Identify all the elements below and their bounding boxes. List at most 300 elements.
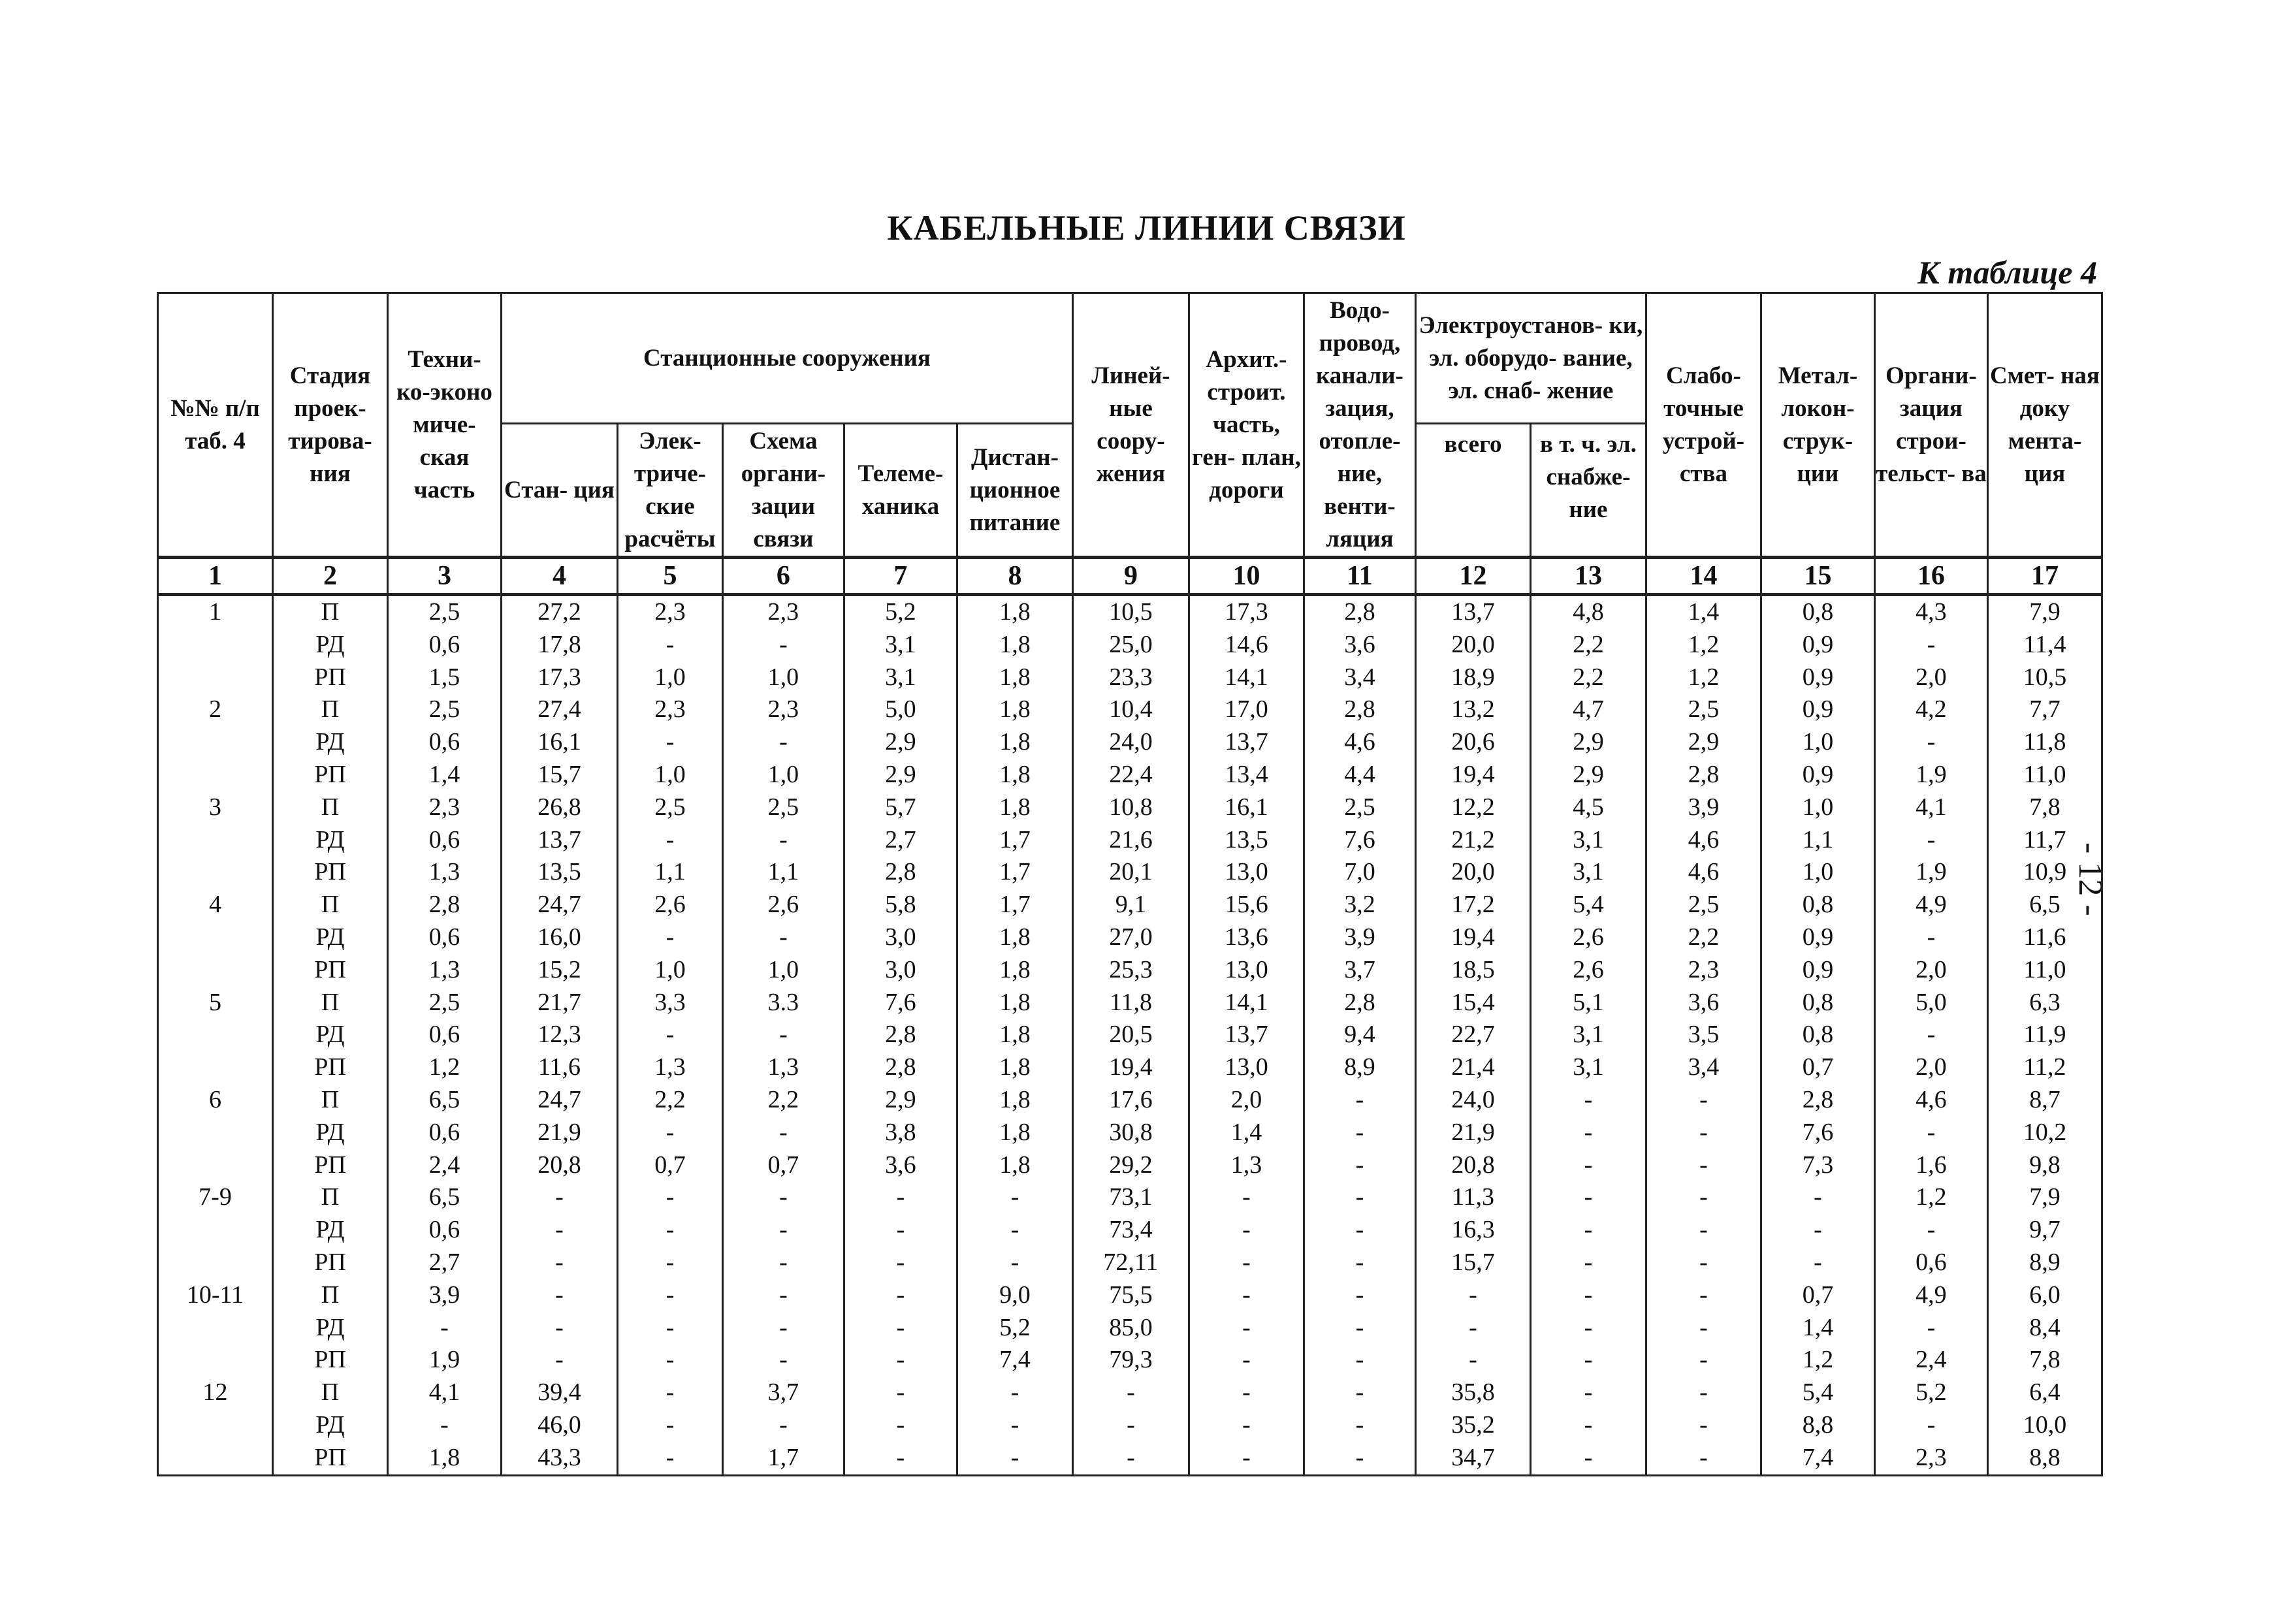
- table-cell: 7,8: [1987, 791, 2102, 824]
- table-cell: 7,9: [1987, 1181, 2102, 1214]
- table-cell: 2,8: [844, 1051, 957, 1084]
- header-remote-power: Дистан- ционное питание: [957, 424, 1072, 558]
- table-cell: 11,6: [1987, 921, 2102, 954]
- table-cell: 4,1: [388, 1377, 502, 1409]
- table-cell: -: [957, 1409, 1072, 1442]
- table-cell: 5,4: [1530, 889, 1646, 921]
- table-cell: 2,3: [1646, 954, 1761, 987]
- header-electro-supply: в т. ч. эл. снабже- ние: [1530, 424, 1646, 558]
- table-cell: 3,4: [1646, 1051, 1761, 1084]
- table-cell: -: [722, 1247, 844, 1279]
- table-cell: -: [1189, 1312, 1304, 1345]
- table-cell: 4,1: [1874, 791, 1987, 824]
- table-cell: -: [1072, 1442, 1189, 1475]
- table-cell: 2,8: [1646, 759, 1761, 791]
- table-cell: 0,9: [1761, 661, 1874, 694]
- table-cell: -: [722, 629, 844, 661]
- table-cell: -: [617, 921, 722, 954]
- table-cell: 16,0: [501, 921, 617, 954]
- table-cell: 13,7: [1189, 726, 1304, 759]
- table-cell: -: [1646, 1247, 1761, 1279]
- table-cell: -: [388, 1409, 502, 1442]
- table-cell: 2,9: [1646, 726, 1761, 759]
- table-cell: 13,0: [1189, 954, 1304, 987]
- table-cell: 0,8: [1761, 1019, 1874, 1051]
- table-cell: 2,2: [1530, 629, 1646, 661]
- table-cell: -: [1874, 1312, 1987, 1345]
- table-cell: РП: [273, 759, 388, 791]
- table-cell: 34,7: [1415, 1442, 1530, 1475]
- header-metal-structures: Метал- локон- струк- ции: [1761, 293, 1874, 558]
- table-cell: 13,2: [1415, 693, 1530, 726]
- table-cell: 8,9: [1987, 1247, 2102, 1279]
- table-cell: 6,5: [388, 1181, 502, 1214]
- table-cell: 1,8: [957, 987, 1072, 1019]
- table-cell: 7,0: [1304, 856, 1415, 889]
- table-cell: 13,7: [501, 824, 617, 857]
- table-cell: 1,0: [1761, 856, 1874, 889]
- table-cell: РД: [273, 1117, 388, 1149]
- table-cell: 9,0: [957, 1279, 1072, 1312]
- table-cell: 1,3: [388, 954, 502, 987]
- table-cell: 2,6: [1530, 954, 1646, 987]
- table-cell: [158, 1117, 273, 1149]
- table-cell: [158, 1344, 273, 1377]
- table-cell: 6,5: [1987, 889, 2102, 921]
- table-cell: -: [1646, 1409, 1761, 1442]
- table-cell: -: [957, 1442, 1072, 1475]
- table-cell: 1,3: [617, 1051, 722, 1084]
- table-cell: 0,6: [388, 824, 502, 857]
- table-cell: -: [617, 1279, 722, 1312]
- table-cell: 22,4: [1072, 759, 1189, 791]
- table-cell: 20,8: [501, 1149, 617, 1182]
- table-cell: -: [1646, 1181, 1761, 1214]
- table-cell: 2,8: [1304, 693, 1415, 726]
- table-cell: -: [1646, 1312, 1761, 1345]
- table-cell: 17,2: [1415, 889, 1530, 921]
- table-cell: 3,1: [1530, 824, 1646, 857]
- table-cell: -: [722, 1019, 844, 1051]
- table-cell: -: [1530, 1181, 1646, 1214]
- table-cell: -: [1530, 1344, 1646, 1377]
- table-cell: 7,8: [1987, 1344, 2102, 1377]
- table-cell: -: [1304, 1312, 1415, 1345]
- table-cell: [158, 1409, 273, 1442]
- table-cell: 3,9: [1304, 921, 1415, 954]
- table-cell: 26,8: [501, 791, 617, 824]
- table-cell: 75,5: [1072, 1279, 1189, 1312]
- table-cell: 11,7: [1987, 824, 2102, 857]
- table-cell: 10,8: [1072, 791, 1189, 824]
- table-cell: 1,1: [1761, 824, 1874, 857]
- table-cell: -: [1530, 1117, 1646, 1149]
- table-cell: 1,0: [722, 954, 844, 987]
- table-cell: 3,7: [722, 1377, 844, 1409]
- table-cell: 5,2: [957, 1312, 1072, 1345]
- header-telemechanics: Телеме- ханика: [844, 424, 957, 558]
- table-cell: 27,0: [1072, 921, 1189, 954]
- table-row: [158, 759, 2102, 791]
- table-cell: -: [1530, 1409, 1646, 1442]
- table-row: [158, 1051, 2102, 1084]
- table-cell: 1,3: [722, 1051, 844, 1084]
- table-cell: 1,6: [1874, 1149, 1987, 1182]
- table-row: [158, 1442, 2102, 1475]
- table-row: [158, 629, 2102, 661]
- table-cell: 6,4: [1987, 1377, 2102, 1409]
- table-cell: -: [1304, 1409, 1415, 1442]
- table-row: [158, 1312, 2102, 1345]
- table-cell: 1,8: [957, 1117, 1072, 1149]
- table-cell: 2,5: [388, 987, 502, 1019]
- table-cell: 2,8: [844, 856, 957, 889]
- table-cell: -: [1189, 1279, 1304, 1312]
- table-cell: -: [617, 1312, 722, 1345]
- table-cell: 2,9: [1530, 759, 1646, 791]
- table-cell: -: [617, 1181, 722, 1214]
- header-station: Стан- ция: [501, 424, 617, 558]
- table-cell: -: [1304, 1149, 1415, 1182]
- table-cell: 3,9: [1646, 791, 1761, 824]
- table-cell: 1,8: [957, 921, 1072, 954]
- table-cell: -: [1646, 1344, 1761, 1377]
- table-cell: 9,7: [1987, 1214, 2102, 1247]
- table-cell: -: [501, 1181, 617, 1214]
- header-construction-org: Органи- зация строи- тельст- ва: [1874, 293, 1987, 558]
- table-cell: 6,0: [1987, 1279, 2102, 1312]
- table-cell: 10-11: [158, 1279, 273, 1312]
- table-cell: 5,2: [1874, 1377, 1987, 1409]
- header-estimate-docs: Смет- ная доку мента- ция: [1987, 293, 2102, 558]
- table-row: [158, 1181, 2102, 1214]
- table-cell: 1,4: [1761, 1312, 1874, 1345]
- table-cell: 0,6: [388, 726, 502, 759]
- column-number: 3: [388, 558, 502, 595]
- table-cell: 11,0: [1987, 954, 2102, 987]
- table-row: [158, 661, 2102, 694]
- table-cell: 0,9: [1761, 693, 1874, 726]
- column-number: 8: [957, 558, 1072, 595]
- table-cell: 13,7: [1415, 595, 1530, 629]
- table-cell: 11,8: [1072, 987, 1189, 1019]
- table-cell: РП: [273, 1344, 388, 1377]
- table-row: [158, 693, 2102, 726]
- table-cell: 1,8: [957, 726, 1072, 759]
- table-cell: РП: [273, 661, 388, 694]
- column-number: 17: [1987, 558, 2102, 595]
- table-cell: 12: [158, 1377, 273, 1409]
- table-cell: 2,7: [844, 824, 957, 857]
- table-cell: 35,8: [1415, 1377, 1530, 1409]
- table-cell: 0,6: [388, 1214, 502, 1247]
- table-cell: 4,2: [1874, 693, 1987, 726]
- table-cell: -: [1646, 1149, 1761, 1182]
- table-row: [158, 1117, 2102, 1149]
- table-cell: -: [722, 1409, 844, 1442]
- table-cell: 17,3: [501, 661, 617, 694]
- table-cell: 1,8: [957, 1019, 1072, 1051]
- table-cell: 22,7: [1415, 1019, 1530, 1051]
- table-cell: 17,0: [1189, 693, 1304, 726]
- header-station-structures: Станционные сооружения: [501, 293, 1072, 424]
- table-cell: 1,0: [617, 661, 722, 694]
- table-cell: 1,7: [957, 824, 1072, 857]
- column-number: 14: [1646, 558, 1761, 595]
- table-cell: 4,6: [1646, 824, 1761, 857]
- table-cell: 1,4: [1646, 595, 1761, 629]
- table-cell: 3,3: [617, 987, 722, 1019]
- table-cell: -: [1189, 1442, 1304, 1475]
- table-cell: 17,8: [501, 629, 617, 661]
- table-cell: -: [1761, 1247, 1874, 1279]
- table-cell: -: [722, 1214, 844, 1247]
- table-cell: -: [1304, 1214, 1415, 1247]
- table-cell: 1,0: [722, 661, 844, 694]
- table-cell: -: [1530, 1442, 1646, 1475]
- table-cell: -: [1874, 629, 1987, 661]
- table-cell: [158, 759, 273, 791]
- table-cell: 21,6: [1072, 824, 1189, 857]
- table-cell: 43,3: [501, 1442, 617, 1475]
- table-cell: 2,6: [617, 889, 722, 921]
- table-cell: 4,5: [1530, 791, 1646, 824]
- table-cell: 7,6: [1761, 1117, 1874, 1149]
- table-cell: 12,3: [501, 1019, 617, 1051]
- table-cell: [158, 1247, 273, 1279]
- table-cell: -: [844, 1377, 957, 1409]
- table-cell: -: [617, 1442, 722, 1475]
- table-cell: 0,6: [388, 1117, 502, 1149]
- table-cell: -: [1874, 1214, 1987, 1247]
- table-cell: -: [617, 824, 722, 857]
- table-cell: -: [1646, 1377, 1761, 1409]
- table-cell: -: [1415, 1312, 1530, 1345]
- table-cell: 9,4: [1304, 1019, 1415, 1051]
- table-cell: -: [1189, 1214, 1304, 1247]
- table-cell: -: [501, 1279, 617, 1312]
- table-cell: -: [1530, 1214, 1646, 1247]
- table-cell: 3,1: [844, 661, 957, 694]
- table-row: [158, 1279, 2102, 1312]
- table-cell: [158, 921, 273, 954]
- table-cell: 20,5: [1072, 1019, 1189, 1051]
- table-cell: П: [273, 1377, 388, 1409]
- table-cell: 2,3: [722, 595, 844, 629]
- table-row: [158, 824, 2102, 857]
- table-cell: 1,7: [722, 1442, 844, 1475]
- table-cell: -: [1189, 1247, 1304, 1279]
- table-row: [158, 856, 2102, 889]
- column-number: 1: [158, 558, 273, 595]
- table-cell: 2,2: [722, 1084, 844, 1117]
- table-cell: 0,8: [1761, 987, 1874, 1019]
- column-number: 4: [501, 558, 617, 595]
- table-cell: 2,3: [722, 693, 844, 726]
- table-cell: 1,8: [957, 661, 1072, 694]
- table-cell: 4: [158, 889, 273, 921]
- table-cell: 2,0: [1874, 954, 1987, 987]
- table-cell: 2,5: [1646, 889, 1761, 921]
- table-cell: -: [1072, 1409, 1189, 1442]
- table-cell: 6: [158, 1084, 273, 1117]
- table-cell: 8,9: [1304, 1051, 1415, 1084]
- table-cell: 18,5: [1415, 954, 1530, 987]
- table-cell: 73,1: [1072, 1181, 1189, 1214]
- table-cell: 1,2: [1646, 661, 1761, 694]
- table-cell: -: [617, 1344, 722, 1377]
- table-cell: РП: [273, 856, 388, 889]
- table-cell: 11,0: [1987, 759, 2102, 791]
- table-cell: -: [617, 629, 722, 661]
- table-cell: 17,3: [1189, 595, 1304, 629]
- header-techno-economic: Техни- ко-эконо миче- ская часть: [388, 293, 502, 558]
- table-cell: 1,8: [957, 1149, 1072, 1182]
- table-cell: [158, 1442, 273, 1475]
- table-cell: 5,8: [844, 889, 957, 921]
- table-cell: 8,8: [1987, 1442, 2102, 1475]
- table-cell: -: [501, 1312, 617, 1345]
- header-electrical-group: Электроустанов- ки, эл. оборудо- вание, эл. снаб- жение: [1415, 293, 1646, 424]
- table-cell: 1,8: [957, 759, 1072, 791]
- table-cell: 0,6: [388, 629, 502, 661]
- table-cell: 3,7: [1304, 954, 1415, 987]
- table-cell: -: [1304, 1377, 1415, 1409]
- table-cell: 7,3: [1761, 1149, 1874, 1182]
- column-number: 16: [1874, 558, 1987, 595]
- table-cell: 0,9: [1761, 759, 1874, 791]
- table-cell: -: [617, 1377, 722, 1409]
- column-number: 12: [1415, 558, 1530, 595]
- table-cell: 1,3: [1189, 1149, 1304, 1182]
- table-cell: 73,4: [1072, 1214, 1189, 1247]
- table-cell: -: [1761, 1214, 1874, 1247]
- table-cell: [158, 824, 273, 857]
- table-cell: РД: [273, 921, 388, 954]
- table-cell: РД: [273, 629, 388, 661]
- table-cell: 1,7: [957, 856, 1072, 889]
- table-cell: 3,1: [1530, 1019, 1646, 1051]
- table-cell: 19,4: [1072, 1051, 1189, 1084]
- table-cell: 15,4: [1415, 987, 1530, 1019]
- table-cell: -: [722, 1344, 844, 1377]
- table-cell: 11,4: [1987, 629, 2102, 661]
- table-cell: 11,2: [1987, 1051, 2102, 1084]
- table-cell: 1,4: [388, 759, 502, 791]
- table-cell: 1,7: [957, 889, 1072, 921]
- table-cell: -: [1530, 1084, 1646, 1117]
- table-cell: 4,6: [1304, 726, 1415, 759]
- table-cell: -: [844, 1312, 957, 1345]
- table-cell: 2,8: [1304, 987, 1415, 1019]
- table-cell: 11,9: [1987, 1019, 2102, 1051]
- table-cell: -: [722, 1117, 844, 1149]
- table-cell: 14,1: [1189, 987, 1304, 1019]
- cable-lines-table: [157, 292, 2103, 1476]
- table-cell: 1,8: [957, 629, 1072, 661]
- table-cell: -: [1530, 1149, 1646, 1182]
- table-cell: -: [1530, 1279, 1646, 1312]
- table-cell: 5,4: [1761, 1377, 1874, 1409]
- table-cell: 19,4: [1415, 921, 1530, 954]
- table-cell: -: [388, 1312, 502, 1345]
- table-cell: 1,8: [957, 693, 1072, 726]
- table-cell: 15,7: [501, 759, 617, 791]
- table-cell: 7,4: [1761, 1442, 1874, 1475]
- table-cell: 0,7: [1761, 1051, 1874, 1084]
- table-cell: 27,4: [501, 693, 617, 726]
- table-cell: 2,8: [844, 1019, 957, 1051]
- table-cell: [158, 1312, 273, 1345]
- table-cell: 13,7: [1189, 1019, 1304, 1051]
- column-number: 2: [273, 558, 388, 595]
- table-cell: 5,0: [1874, 987, 1987, 1019]
- table-cell: 2,8: [1304, 595, 1415, 629]
- table-cell: П: [273, 889, 388, 921]
- table-row: [158, 595, 2102, 629]
- table-cell: 1,5: [388, 661, 502, 694]
- table-cell: 11,8: [1987, 726, 2102, 759]
- table-cell: 10,5: [1072, 595, 1189, 629]
- table-cell: 2,0: [1874, 1051, 1987, 1084]
- header-low-current: Слабо- точные устрой- ства: [1646, 293, 1761, 558]
- table-cell: -: [844, 1247, 957, 1279]
- table-cell: 6,5: [388, 1084, 502, 1117]
- table-cell: 3,6: [1304, 629, 1415, 661]
- table-cell: 24,7: [501, 1084, 617, 1117]
- table-cell: -: [501, 1344, 617, 1377]
- table-cell: 2,4: [388, 1149, 502, 1182]
- table-cell: 72,11: [1072, 1247, 1189, 1279]
- header-row-number: №№ п/п таб. 4: [158, 293, 273, 558]
- table-cell: 20,6: [1415, 726, 1530, 759]
- table-cell: 21,2: [1415, 824, 1530, 857]
- table-cell: -: [1415, 1344, 1530, 1377]
- column-number: 7: [844, 558, 957, 595]
- table-cell: 7,6: [1304, 824, 1415, 857]
- table-cell: -: [1072, 1377, 1189, 1409]
- table-cell: 16,1: [501, 726, 617, 759]
- table-cell: 2,3: [1874, 1442, 1987, 1475]
- table-cell: [158, 1149, 273, 1182]
- table-cell: РД: [273, 1214, 388, 1247]
- table-cell: 1,2: [1761, 1344, 1874, 1377]
- table-cell: 2,2: [1530, 661, 1646, 694]
- table-cell: 5,7: [844, 791, 957, 824]
- table-body: [158, 595, 2102, 1476]
- table-cell: -: [957, 1214, 1072, 1247]
- table-cell: 1,8: [957, 1051, 1072, 1084]
- table-cell: 2,5: [722, 791, 844, 824]
- table-cell: -: [1874, 1117, 1987, 1149]
- table-cell: -: [957, 1247, 1072, 1279]
- table-cell: РД: [273, 1019, 388, 1051]
- table-cell: -: [617, 1117, 722, 1149]
- table-cell: 7,4: [957, 1344, 1072, 1377]
- table-cell: 7,6: [844, 987, 957, 1019]
- table-cell: 3: [158, 791, 273, 824]
- table-cell: 5,1: [1530, 987, 1646, 1019]
- table-cell: -: [1646, 1214, 1761, 1247]
- table-cell: [158, 954, 273, 987]
- header-electrical-calc: Элек- триче- ские расчёты: [617, 424, 722, 558]
- table-cell: 20,0: [1415, 629, 1530, 661]
- table-cell: 13,5: [501, 856, 617, 889]
- table-cell: -: [617, 1214, 722, 1247]
- table-cell: 3,9: [388, 1279, 502, 1312]
- table-cell: 3,6: [844, 1149, 957, 1182]
- table-cell: -: [722, 726, 844, 759]
